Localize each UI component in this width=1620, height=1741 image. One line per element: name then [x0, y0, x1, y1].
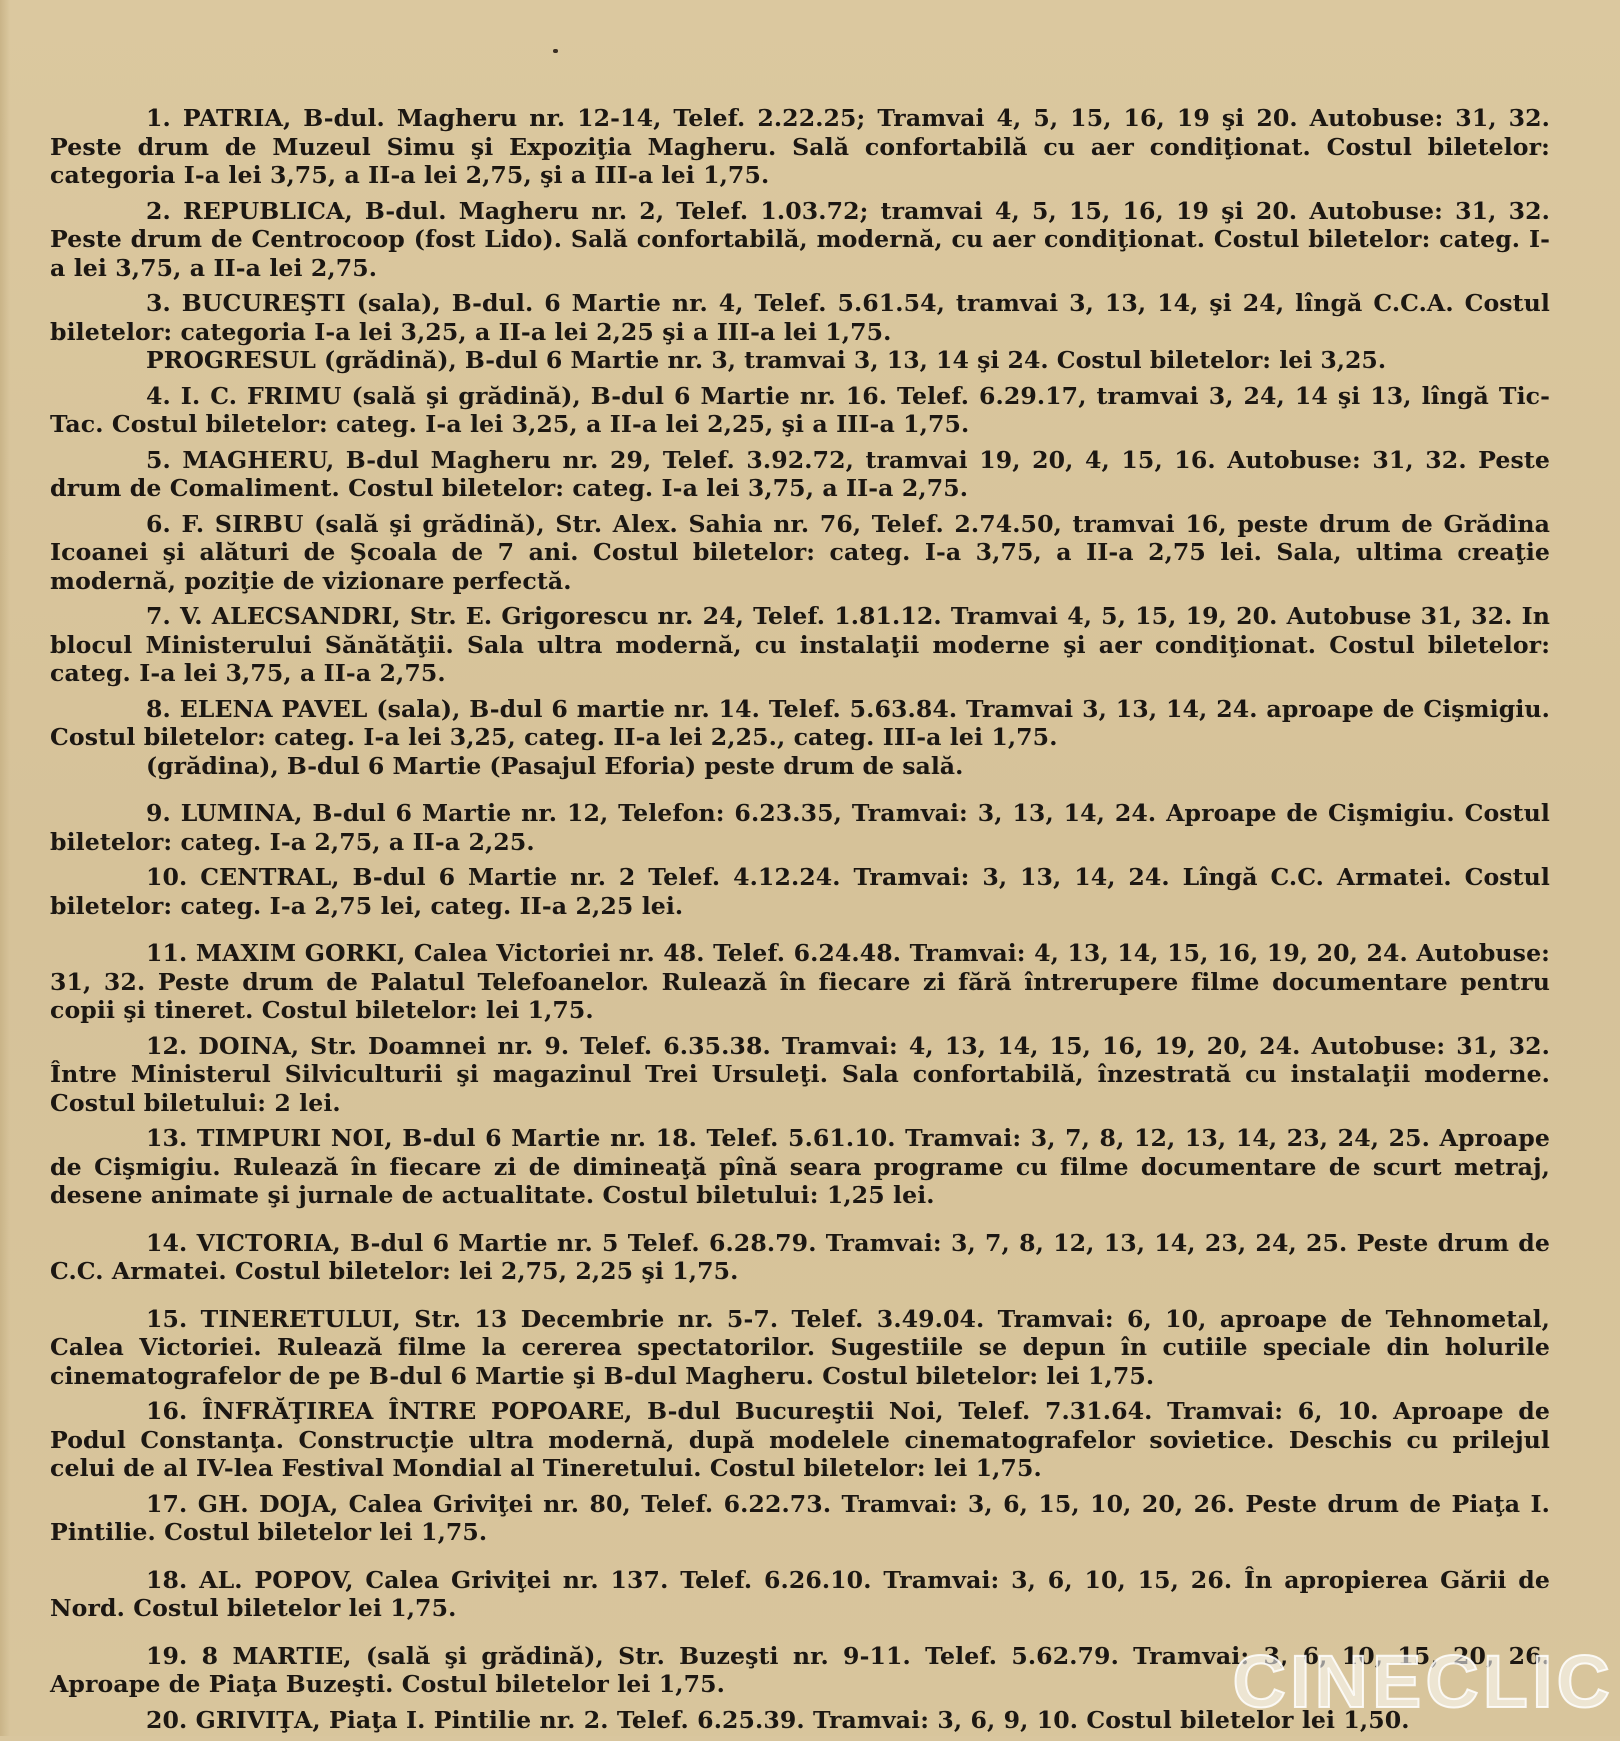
list-item-timpuri-noi: 13. TIMPURI NOI, B-dul 6 Martie nr. 18. Telef. 5.61.10. Tramvai: 3, 7, 8, 12, 13, 14, 23, 24, 25. Aproape de Cişmigiu. Rulează în fiecare zi de dimineaţă pînă seara programe cu filme documentare de scurt metraj, desene animate şi jurnale de actualitate. Costul biletului: 1,25 lei.	[50, 1124, 1550, 1209]
list-item-gh-doja: 17. GH. DOJA, Calea Griviţei nr. 80, Telef. 6.22.73. Tramvai: 3, 6, 15, 10, 20, 26. Peste drum de Piaţa I. Pintilie. Costul biletelor lei 1,75.	[50, 1489, 1550, 1546]
list-item-maxim-gorki: 11. MAXIM GORKI, Calea Victoriei nr. 48. Telef. 6.24.48. Tramvai: 4, 13, 14, 15, 16, 19, 20, 24. Autobuse: 31, 32. Peste drum de Palatul Telefoanelor. Rulează în fiecare zi fără întrerupere filme documentare pentru copii şi tineret. Costul biletelor: lei 1,75.	[50, 939, 1550, 1024]
list-item-sirbu: 6. F. SIRBU (sală şi grădină), Str. Alex. Sahia nr. 76, Telef. 2.74.50, tramvai 16, peste drum de Grădina Icoanei şi alături de Şcoala de 7 ani. Costul biletelor: categ. I-a 3,75, a II-a 2,75 lei. Sala, ultima creaţie modernă, poziţie de vizionare perfectă.	[50, 509, 1550, 595]
list-item-lumina: 9. LUMINA, B-dul 6 Martie nr. 12, Telefon: 6.23.35, Tramvai: 3, 13, 14, 24. Aproape de Cişmigiu. Costul biletelor: categ. I-a 2,75, a II-a 2,25.	[50, 799, 1550, 856]
list-item-doina: 12. DOINA, Str. Doamnei nr. 9. Telef. 6.35.38. Tramvai: 4, 13, 14, 15, 16, 19, 20, 24. Autobuse: 31, 32. Între Ministerul Silviculturii şi magazinul Trei Ursuleţi. Sala confortabilă, înzestrată cu instalaţii moderne. Costul biletului: 2 lei.	[50, 1031, 1550, 1117]
list-subitem-progresul: PROGRESUL (grădină), B-dul 6 Martie nr. 3, tramvai 3, 13, 14 şi 24. Costul biletelor: lei 3,25.	[146, 346, 1387, 374]
list-item-republica: 2. REPUBLICA, B-dul. Magheru nr. 2, Telef. 1.03.72; tramvai 4, 5, 15, 16, 19 şi 20. Autobuse: 31, 32. Peste drum de Centrocoop (fost Lido). Sală confortabilă, modernă, cu aer condiţionat. Costul biletelor: categ. I-a lei 3,75, a II-a lei 2,75.	[50, 196, 1550, 282]
list-item-alecsandri: 7. V. ALECSANDRI, Str. E. Grigorescu nr. 24, Telef. 1.81.12. Tramvai 4, 5, 15, 19, 20. Autobuse 31, 32. In blocul Ministerului Sănătăţii. Sala ultra modernă, cu instalaţii moderne şi aer condiţionat. Costul biletelor: categ. I-a lei 3,75, a II-a 2,75.	[50, 602, 1550, 687]
list-item-frimu: 4. I. C. FRIMU (sală şi grădină), B-dul 6 Martie nr. 16. Telef. 6.29.17, tramvai 3, 24, 14 şi 13, lîngă Tic-Tac. Costul biletelor: categ. I-a lei 3,25, a II-a lei 2,25, şi a III-a 1,75.	[50, 381, 1550, 438]
list-item-magheru: 5. MAGHERU, B-dul Magheru nr. 29, Telef. 3.92.72, tramvai 19, 20, 4, 15, 16. Autobuse: 31, 32. Peste drum de Comaliment. Costul biletelor: categ. I-a lei 3,75, a II-a 2,75.	[50, 445, 1550, 502]
list-item-al-popov: 18. AL. POPOV, Calea Griviţei nr. 137. Telef. 6.26.10. Tramvai: 3, 6, 10, 15, 26. În apropierea Gării de Nord. Costul biletelor lei 1,75.	[50, 1565, 1550, 1622]
list-item-patria: 1. PATRIA, B-dul. Magheru nr. 12-14, Telef. 2.22.25; Tramvai 4, 5, 15, 16, 19 şi 20. Autobuse: 31, 32. Peste drum de Muzeul Simu şi Expoziţia Magheru. Sală confortabilă cu aer condiţionat. Costul biletelor: categoria I-a lei 3,75, a II-a lei 2,75, şi a III-a lei 1,75.	[50, 104, 1550, 189]
paper-edge	[0, 0, 10, 1736]
list-item-8-martie: 19. 8 MARTIE, (sală şi grădină), Str. Buzeşti nr. 9-11. Telef. 5.62.79. Tramvai: 3, 6, 10, 15, 20, 26. Aproape de Piaţa Buzeşti. Costul biletelor lei 1,75.	[50, 1641, 1550, 1698]
list-item-elena-pavel: 8. ELENA PAVEL (sala), B-dul 6 martie nr. 14. Telef. 5.63.84. Tramvai 3, 13, 14, 24. aproape de Cişmigiu. Costul biletelor: categ. I-a lei 3,25, categ. II-a lei 2,25., categ. III-a lei 1,75.	[50, 694, 1550, 751]
list-subitem-elena-pavel-gradina: (grădina), B-dul 6 Martie (Pasajul Eforia) peste drum de sală.	[146, 751, 964, 780]
print-speck	[553, 49, 558, 53]
watermark-logo: CINECLIC	[1232, 1640, 1614, 1723]
list-item-grivita: 20. GRIVIŢA, Piaţa I. Pintilie nr. 2. Telef. 6.25.39. Tramvai: 3, 6, 9, 10. Costul biletelor lei 1,50.	[146, 1705, 1410, 1734]
list-item-bucuresti: 3. BUCUREŞTI (sala), B-dul. 6 Martie nr. 4, Telef. 5.61.54, tramvai 3, 13, 14, şi 24, lîngă C.C.A. Costul biletelor: categoria I-a lei 3,25, a II-a lei 2,25 şi a III-a lei 1,75.	[50, 289, 1550, 346]
list-item-tineretului: 15. TINERETULUI, Str. 13 Decembrie nr. 5-7. Telef. 3.49.04. Tramvai: 6, 10, aproape de Tehnometal, Calea Victoriei. Rulează filme la cererea spectatorilor. Sugestiile se depun în cutiile speciale din holurile cinematografelor de pe B-dul 6 Martie şi B-dul Magheru. Costul biletelor: lei 1,75.	[50, 1304, 1550, 1390]
list-item-victoria: 14. VICTORIA, B-dul 6 Martie nr. 5 Telef. 6.28.79. Tramvai: 3, 7, 8, 12, 13, 14, 23, 24, 25. Peste drum de C.C. Armatei. Costul biletelor: lei 2,75, 2,25 şi 1,75.	[50, 1228, 1550, 1285]
list-item-central: 10. CENTRAL, B-dul 6 Martie nr. 2 Telef. 4.12.24. Tramvai: 3, 13, 14, 24. Lîngă C.C. Armatei. Costul biletelor: categ. I-a 2,75 lei, categ. II-a 2,25 lei.	[50, 863, 1550, 920]
cinema-list	[50, 104, 1550, 1741]
list-item-infratirea: 16. ÎNFRĂŢIREA ÎNTRE POPOARE, B-dul Bucureştii Noi, Telef. 7.31.64. Tramvai: 6, 10. Aproape de Podul Constanţa. Construcţie ultra modernă, după modelele cinematografelor sovietice. Deschis cu prilejul celui de al IV-lea Festival Mondial al Tineretului. Costul biletelor: lei 1,75.	[50, 1397, 1550, 1482]
